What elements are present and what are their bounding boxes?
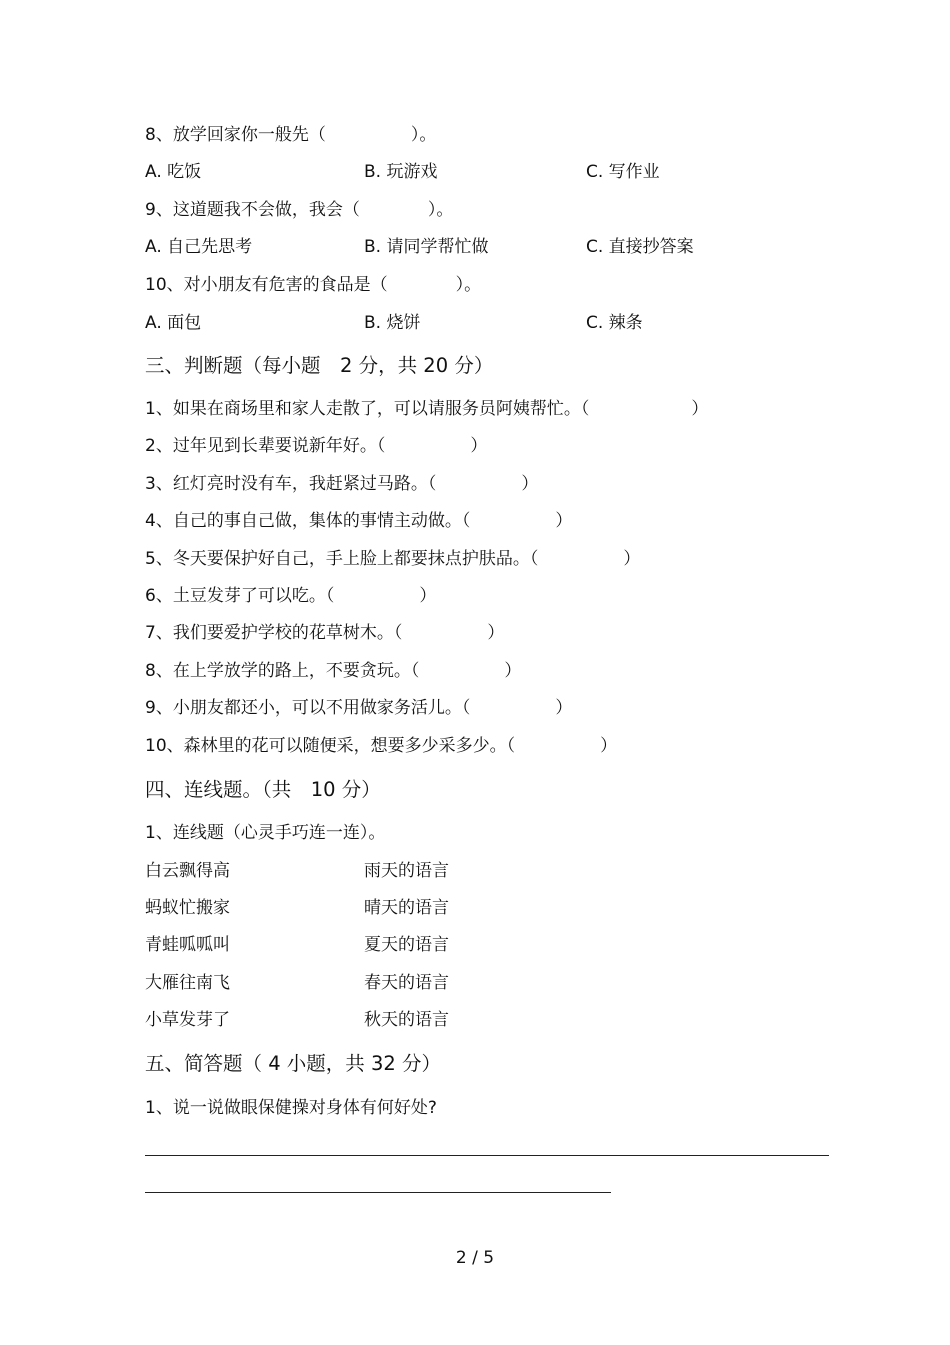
- section-5-title: 五、简答题（ 4 小题，共 32 分）: [145, 1052, 442, 1075]
- matching-right-item: 晴天的语言: [364, 898, 449, 918]
- q8-option-b: B. 玩游戏: [364, 162, 438, 182]
- matching-left-item: 小草发芽了: [145, 1010, 230, 1030]
- judge-item: 10、森林里的花可以随便采，想要多少采多少。（ ）: [145, 736, 618, 756]
- section-4-title: 四、连线题。（共 10 分）: [145, 778, 381, 801]
- answer-line: [145, 1192, 611, 1193]
- question-10-stem: 10、对小朋友有危害的食品是（ ）。: [145, 275, 482, 295]
- judge-item: 8、在上学放学的路上，不要贪玩。（ ）: [145, 661, 522, 681]
- q9-option-c: C. 直接抄答案: [586, 237, 694, 257]
- matching-left-item: 大雁往南飞: [145, 973, 230, 993]
- answer-line: [145, 1155, 829, 1156]
- section-3-title: 三、判断题（每小题 2 分，共 20 分）: [145, 354, 494, 377]
- question-8-stem: 8、放学回家你一般先（ ）。: [145, 125, 437, 145]
- q8-option-c: C. 写作业: [586, 162, 660, 182]
- matching-right-item: 雨天的语言: [364, 861, 449, 881]
- matching-left-item: 蚂蚁忙搬家: [145, 898, 230, 918]
- matching-right-item: 夏天的语言: [364, 935, 449, 955]
- matching-left-item: 白云飘得高: [145, 861, 230, 881]
- q10-option-b: B. 烧饼: [364, 313, 421, 333]
- short-answer-question: 1、说一说做眼保健操对身体有何好处?: [145, 1098, 437, 1118]
- judge-item: 2、过年见到长辈要说新年好。（ ）: [145, 436, 488, 456]
- matching-right-item: 春天的语言: [364, 973, 449, 993]
- judge-item: 1、如果在商场里和家人走散了，可以请服务员阿姨帮忙。（ ）: [145, 399, 709, 419]
- matching-right-item: 秋天的语言: [364, 1010, 449, 1030]
- q10-option-c: C. 辣条: [586, 313, 643, 333]
- judge-item: 9、小朋友都还小，可以不用做家务活儿。（ ）: [145, 698, 573, 718]
- q10-option-a: A. 面包: [145, 313, 202, 333]
- question-9-stem: 9、这道题我不会做，我会（ ）。: [145, 200, 454, 220]
- matching-question: 1、连线题（心灵手巧连一连）。: [145, 823, 386, 843]
- judge-item: 3、红灯亮时没有车，我赶紧过马路。（ ）: [145, 474, 539, 494]
- q9-option-b: B. 请同学帮忙做: [364, 237, 489, 257]
- q9-option-a: A. 自己先思考: [145, 237, 253, 257]
- judge-item: 6、土豆发芽了可以吃。（ ）: [145, 586, 437, 606]
- judge-item: 7、我们要爱护学校的花草树木。（ ）: [145, 623, 505, 643]
- q8-option-a: A. 吃饭: [145, 162, 202, 182]
- matching-left-item: 青蛙呱呱叫: [145, 935, 230, 955]
- judge-item: 5、冬天要保护好自己，手上脸上都要抹点护肤品。（ ）: [145, 549, 641, 569]
- judge-item: 4、自己的事自己做，集体的事情主动做。（ ）: [145, 511, 573, 531]
- page-number: 2 / 5: [455, 1248, 495, 1268]
